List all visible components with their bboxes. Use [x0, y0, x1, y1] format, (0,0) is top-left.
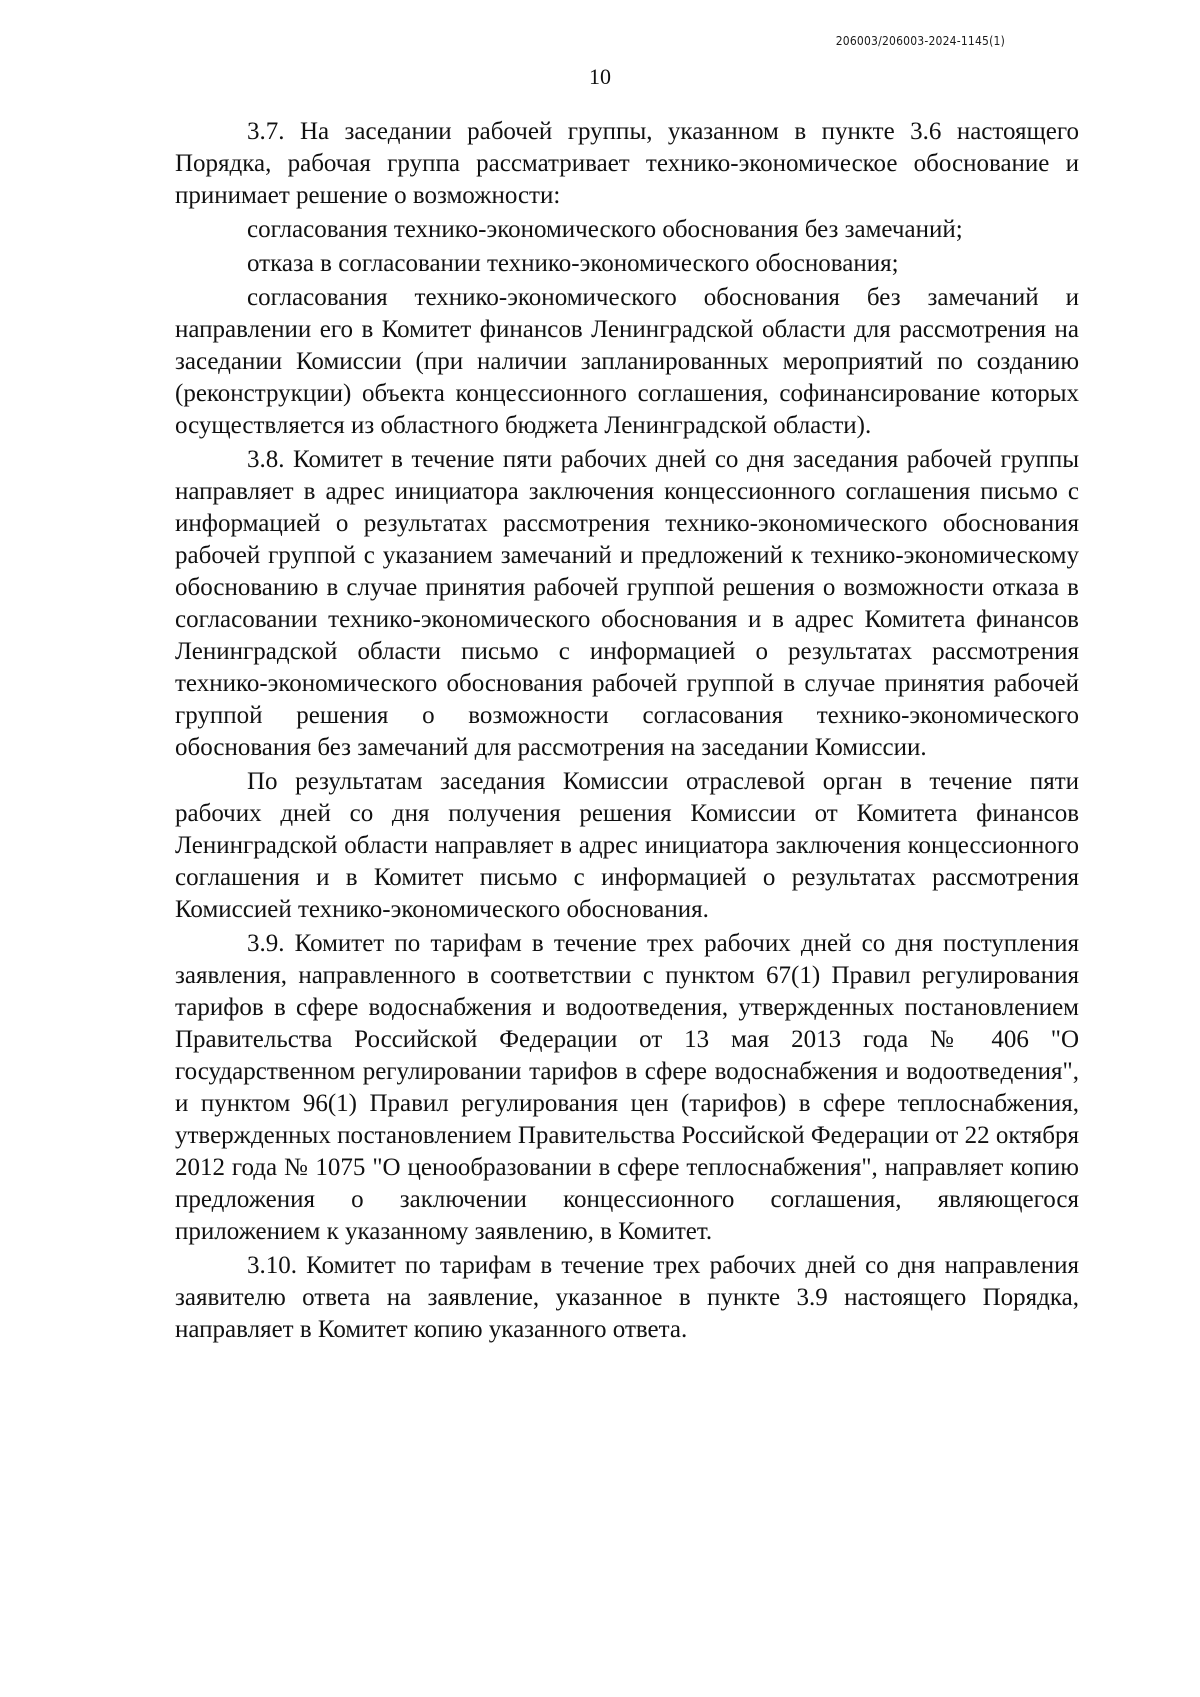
- paragraph-3-10: 3.10. Комитет по тарифам в течение трех рабочих дней со дня направления заявителю ответа на заявление, указанное в пункте 3.9 настоящего Порядка, направляет в Комитет копию указанного ответа.: [175, 1252, 1079, 1343]
- paragraph-3-9: 3.9. Комитет по тарифам в течение трех рабочих дней со дня поступления заявления, направленного в соответствии с пунктом 67(1) Правил регулирования тарифов в сфере водоснабжения и водоотведения, утвержденных постановлением Правительства Российской Федерации от 13 мая 2013 года № 406 "О государственном регулировании тарифов в сфере водоснабжения и водоотведения", и пунктом 96(1) Правил регулирования цен (тарифов) в сфере теплоснабжения, утвержденных постановлением Правительства Российской Федерации от 22 октября 2012 года № 1075 "О ценообразовании в сфере теплоснабжения", направляет копию предложения о заключении концессионного соглашения, являющегося приложением к указанному заявлению, в Комитет.: [175, 930, 1079, 1245]
- paragraph-option-refuse: отказа в согласовании технико-экономического обоснования;: [247, 250, 899, 277]
- paragraph-3-8: 3.8. Комитет в течение пяти рабочих дней со дня заседания рабочей группы направляет в адрес инициатора заключения концессионного соглашения письмо с информацией о результатах рассмотрения технико-экономического обоснования рабочей группой с указанием замечаний и предложений к технико-экономическому обоснованию в случае принятия рабочей группой решения о возможности отказа в согласовании технико-экономического обоснования и в адрес Комитета финансов Ленинградской области письмо с информацией о результатах рассмотрения технико-экономического обоснования рабочей группой в случае принятия рабочей группой решения о возможности согласования технико-экономического обоснования без замечаний для рассмотрения на заседании Комиссии.: [175, 446, 1079, 761]
- document-body: [175, 116, 1079, 1346]
- document-id: 206003/206003-2024-1145(1): [835, 34, 1005, 48]
- paragraph-option-approve-and-forward: согласования технико-экономического обоснования без замечаний и направлении его в Комитет финансов Ленинградской области для рассмотрения на заседании Комиссии (при наличии запланированных мероприятий по созданию (реконструкции) объекта концессионного соглашения, софинансирование которых осуществляется из областного бюджета Ленинградской области).: [175, 284, 1079, 439]
- paragraph-3-7: 3.7. На заседании рабочей группы, указанном в пункте 3.6 настоящего Порядка, рабочая группа рассматривает технико-экономическое обоснование и принимает решение о возможности:: [175, 118, 1079, 209]
- paragraph-option-approve: согласования технико-экономического обоснования без замечаний;: [247, 216, 963, 243]
- page-number: 10: [589, 64, 611, 89]
- paragraph-commission-results: По результатам заседания Комиссии отраслевой орган в течение пяти рабочих дней со дня получения решения Комиссии от Комитета финансов Ленинградской области направляет в адрес инициатора заключения концессионного соглашения и в Комитет письмо с информацией о результатах рассмотрения Комиссией технико-экономического обоснования.: [175, 768, 1079, 923]
